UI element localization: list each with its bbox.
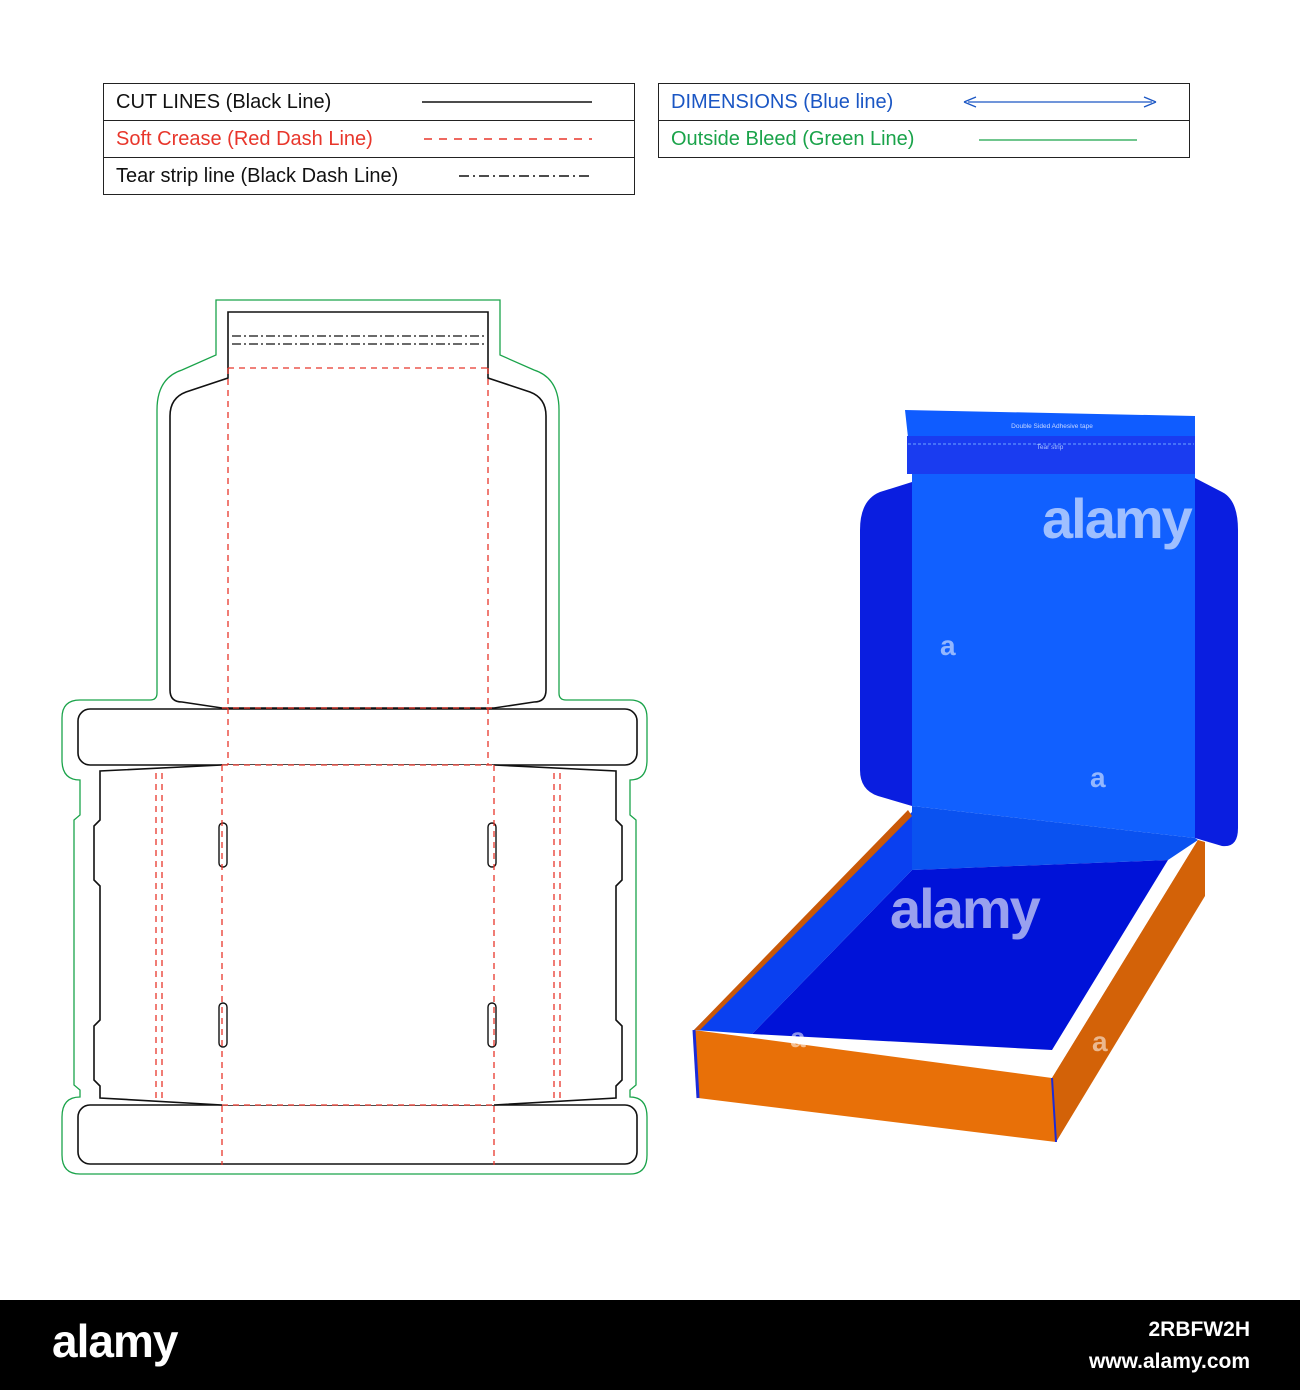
watermark-mark-4: a (1092, 1026, 1108, 1057)
tape-label: Double Sided Adhesive tape (1011, 423, 1093, 430)
legend-cut-label: CUT LINES (Black Line) (116, 90, 332, 113)
legend-crease-label: Soft Crease (Red Dash Line) (116, 127, 373, 150)
tuck-flap-cut (228, 312, 488, 368)
legend-dimension-label: DIMENSIONS (Blue line) (671, 90, 894, 113)
footer-url[interactable]: www.alamy.com (1088, 1350, 1250, 1373)
base-panel-cut (222, 765, 494, 1105)
watermark-mark-2: a (1090, 762, 1106, 793)
legend-bleed-label: Outside Bleed (Green Line) (671, 127, 915, 150)
footer-bar (0, 1300, 1300, 1390)
watermark-mark-1: a (940, 630, 956, 661)
watermark-1: alamy (1042, 487, 1191, 550)
tear-label: Tear strip (1036, 444, 1064, 451)
lock-slot-left-top (219, 823, 227, 867)
watermark-2: alamy (890, 877, 1039, 940)
lid-flap-left (860, 482, 912, 806)
dieline-flat (62, 300, 647, 1174)
lid-panel-cut (170, 368, 546, 708)
lock-slot-right-bottom (488, 1003, 496, 1047)
right-end-wall-cut (494, 765, 622, 1105)
lid-flap-right (1195, 478, 1238, 846)
footer-logo: alamy (52, 1315, 178, 1367)
footer-image-id: 2RBFW2H (1148, 1318, 1250, 1341)
tear-strip-band (907, 436, 1195, 474)
left-end-wall-cut (94, 765, 222, 1105)
watermark-mark-3: a (790, 1022, 806, 1053)
lock-slot-right-top (488, 823, 496, 867)
lock-slot-left-bottom (219, 1003, 227, 1047)
legend-tear-label: Tear strip line (Black Dash Line) (116, 164, 399, 187)
side-wall-top (78, 709, 637, 765)
side-wall-bottom (78, 1105, 637, 1164)
